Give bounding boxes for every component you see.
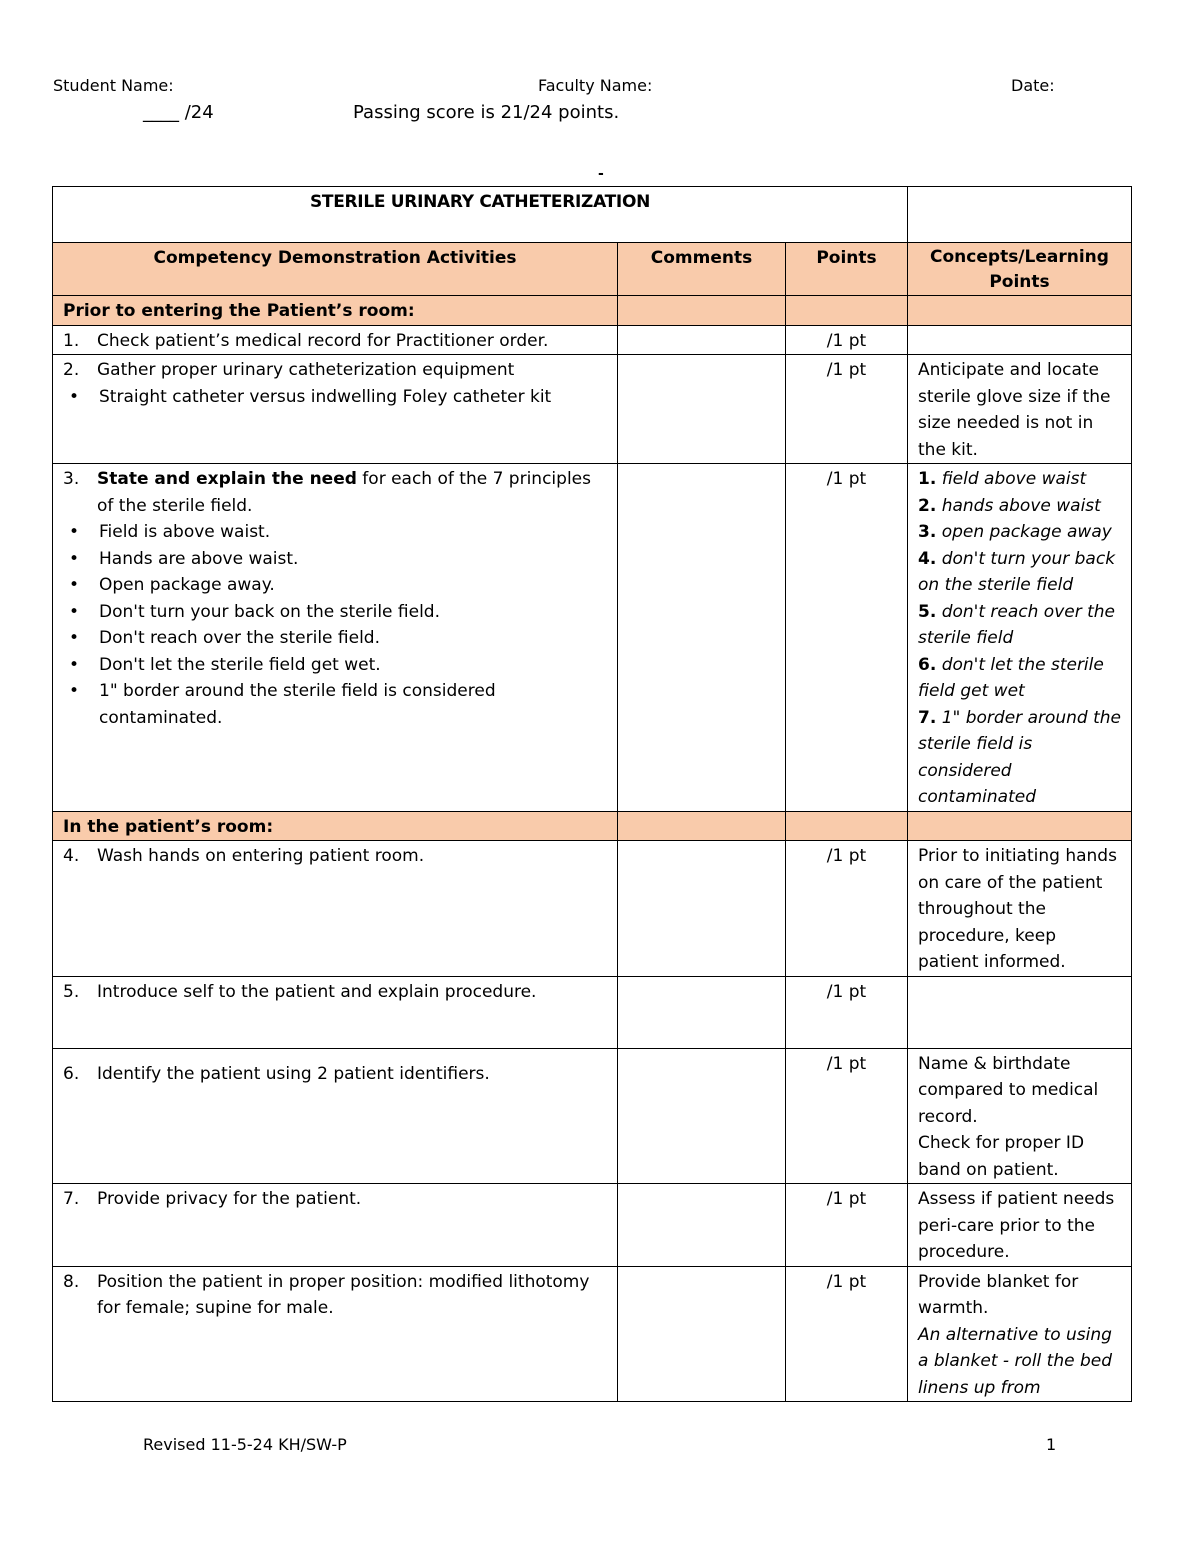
bullet-item: • Open package away. [99,572,607,599]
concept-cell: Provide blanket for warmth. An alternative to using a blanket - roll the bed linens up from [908,1266,1132,1402]
step-number: 3. [63,469,80,489]
page-number: 1 [1046,1435,1057,1454]
section-prior [53,296,1132,326]
comments-cell[interactable] [618,976,786,1048]
checklist-table [52,186,1132,1402]
bullet-item: • Don't turn your back on the sterile field. [99,599,607,626]
table-row [53,1266,1132,1402]
concept-cell: Anticipate and locate sterile glove size if the size needed is not in the kit. [908,355,1132,464]
step-number: 4. [63,846,80,866]
step-number: 1. [63,330,80,351]
passing-score-note: Passing score is 21/24 points. [353,102,620,123]
table-row [53,464,1132,812]
comments-cell[interactable] [618,1184,786,1267]
step-number: 2. [63,360,80,380]
step-number: 7. [63,1189,80,1209]
table-row [53,355,1132,464]
title-row [53,187,1132,243]
concept-item: open package away [936,522,1112,542]
comments-cell[interactable] [618,1266,786,1402]
points-cell: /1 pt [786,1266,908,1402]
points-cell: /1 pt [786,355,908,464]
concept-cell [908,976,1132,1048]
comments-cell[interactable] [618,355,786,464]
faculty-name-label: Faculty Name: [538,76,653,95]
step-text: Introduce self to the patient and explain procedure. [97,981,537,1002]
step-text: Position the patient in proper position: modified lithotomy for female; supine for male. [97,1271,590,1318]
comments-cell[interactable] [618,841,786,977]
form-title: STERILE URINARY CATHETERIZATION [53,187,908,243]
step-text: Check patient’s medical record for Practitioner order. [97,330,549,351]
comments-cell[interactable] [618,325,786,355]
concept-item: field above waist [936,469,1087,489]
revision-note: Revised 11-5-24 KH/SW-P [143,1435,347,1454]
comments-cell[interactable] [618,464,786,812]
step-text: Identify the patient using 2 patient identifiers. [97,1063,490,1084]
step-number: 6. [63,1063,80,1084]
table-row [53,325,1132,355]
concept-item: don't reach over the sterile field [918,601,1116,648]
bullet-item: • Don't reach over the sterile field. [99,625,607,652]
step-text: Provide privacy for the patient. [97,1189,362,1209]
concept-cell: 1. field above waist 2. hands above waist 3. open package away 4. don't turn your back on the sterile field 5. don't reach over the sterile field 6. don't let the sterile field get wet 7. 1" border around the sterile field is considered contaminated [908,464,1132,812]
points-cell: /1 pt [786,464,908,812]
concept-cell: Assess if patient needs peri-care prior to the procedure. [908,1184,1132,1267]
concept-item: 1" border around the sterile field is considered contaminated [918,707,1122,807]
points-cell: /1 pt [786,976,908,1048]
col-points: Points [786,243,908,296]
table-row [53,1184,1132,1267]
points-cell: /1 pt [786,841,908,977]
bullet-item: • Field is above waist. [99,519,607,546]
bullet-item: • 1" border around the sterile field is considered contaminated. [99,678,607,731]
col-comments: Comments [618,243,786,296]
concept-item: don't turn your back on the sterile field [918,548,1116,595]
section-label: In the patient’s room: [53,811,618,841]
concept-cell: Name & birthdate compared to medical record. Check for proper ID band on patient. [908,1048,1132,1184]
separator-dash: - [598,166,604,182]
step-number: 8. [63,1271,80,1292]
step-text-bold: State and explain the need [97,469,357,489]
step-number: 5. [63,981,80,1002]
concept-item: don't let the sterile field get wet [918,654,1104,701]
step-text: Wash hands on entering patient room. [97,846,425,866]
step-text: for each of the 7 principles of the sterile field. [97,469,591,516]
column-header-row [53,243,1132,296]
table-row [53,1048,1132,1184]
points-cell: /1 pt [786,325,908,355]
table-row [53,976,1132,1048]
col-activities: Competency Demonstration Activities [53,243,618,296]
points-cell: /1 pt [786,1048,908,1184]
student-name-label: Student Name: [53,76,174,95]
concept-cell [908,325,1132,355]
concept-item: hands above waist [936,495,1101,516]
points-cell: /1 pt [786,1184,908,1267]
score-blank: ____ /24 [143,102,214,123]
step-text: Gather proper urinary catheterization equipment [97,360,515,380]
concept-cell: Prior to initiating hands on care of the patient throughout the procedure, keep patient informed. [908,841,1132,977]
section-label: Prior to entering the Patient’s room: [53,296,618,326]
table-row [53,841,1132,977]
bullet-item: • Don't let the sterile field get wet. [99,652,607,679]
col-concepts: Concepts/Learning Points [908,243,1132,296]
date-label: Date: [1011,76,1055,95]
bullet-item: • Straight catheter versus indwelling Foley catheter kit [99,384,607,411]
bullet-item: • Hands are above waist. [99,546,607,573]
comments-cell[interactable] [618,1048,786,1184]
section-in-room [53,811,1132,841]
